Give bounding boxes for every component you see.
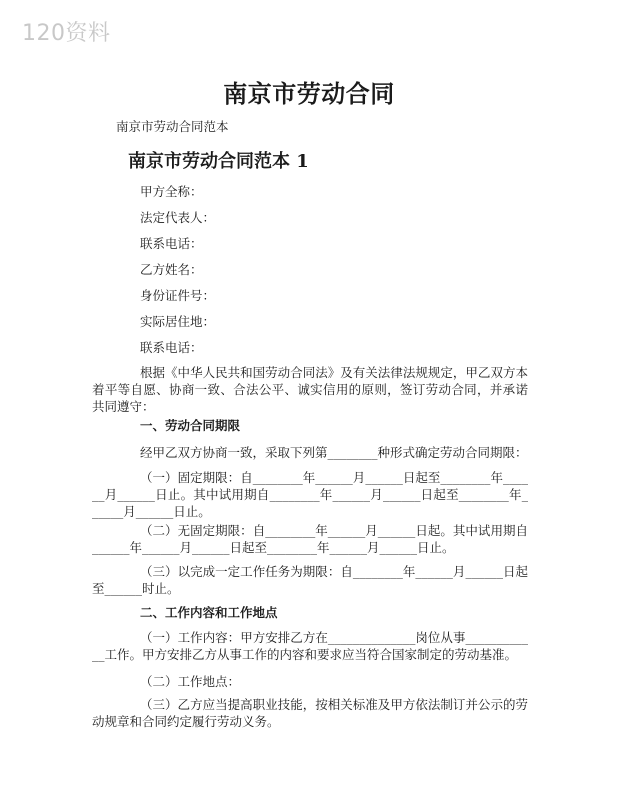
- work-skill-paragraph: （三）乙方应当提高职业技能，按相关标准及甲方依法制订并公示的劳动规章和合同约定履行劳动义务。: [92, 697, 528, 729]
- work-place-line: （二）工作地点：: [140, 674, 241, 689]
- term-intro: 经甲乙双方协商一致，采取下列第________种形式确定劳动合同期限：: [140, 445, 528, 460]
- document-title: 南京市劳动合同: [223, 79, 395, 108]
- field-party-a-name: 甲方全称：: [140, 184, 203, 199]
- field-legal-representative: 法定代表人：: [140, 210, 216, 225]
- document-subtitle: 南京市劳动合同范本: [116, 119, 229, 134]
- term-fixed-paragraph: （一）固定期限：自________年______月______日起至________年______月______日止。其中试用期自________年______月______日起至________年______月______日止。: [92, 470, 528, 519]
- field-party-b-name: 乙方姓名：: [140, 262, 203, 277]
- field-residence: 实际居住地：: [140, 314, 216, 329]
- term-open-paragraph: （二）无固定期限：自________年______月______日起。其中试用期自______年______月______日起至________年______月______日止。: [92, 523, 528, 555]
- term-task-paragraph: （三）以完成一定工作任务为期限：自________年______月______日起至______时止。: [92, 564, 528, 596]
- field-party-a-phone: 联系电话：: [140, 236, 203, 251]
- intro-paragraph: 根据《中华人民共和国劳动合同法》及有关法律法规规定，甲乙双方本着平等自愿、协商一致、合法公平、诚实信用的原则，签订劳动合同，并承诺共同遵守：: [92, 365, 528, 414]
- section-title: 南京市劳动合同范本 1: [128, 151, 309, 172]
- field-id-number: 身份证件号：: [140, 288, 216, 303]
- heading-work-content: 二、工作内容和工作地点: [140, 605, 278, 620]
- field-party-b-phone: 联系电话：: [140, 340, 203, 355]
- work-content-paragraph: （一）工作内容：甲方安排乙方在______________岗位从事____________工作。甲方安排乙方从事工作的内容和要求应当符合国家制定的劳动基准。: [92, 630, 528, 662]
- heading-contract-term: 一、劳动合同期限: [140, 418, 241, 433]
- watermark-logo: 120资料: [22, 21, 111, 46]
